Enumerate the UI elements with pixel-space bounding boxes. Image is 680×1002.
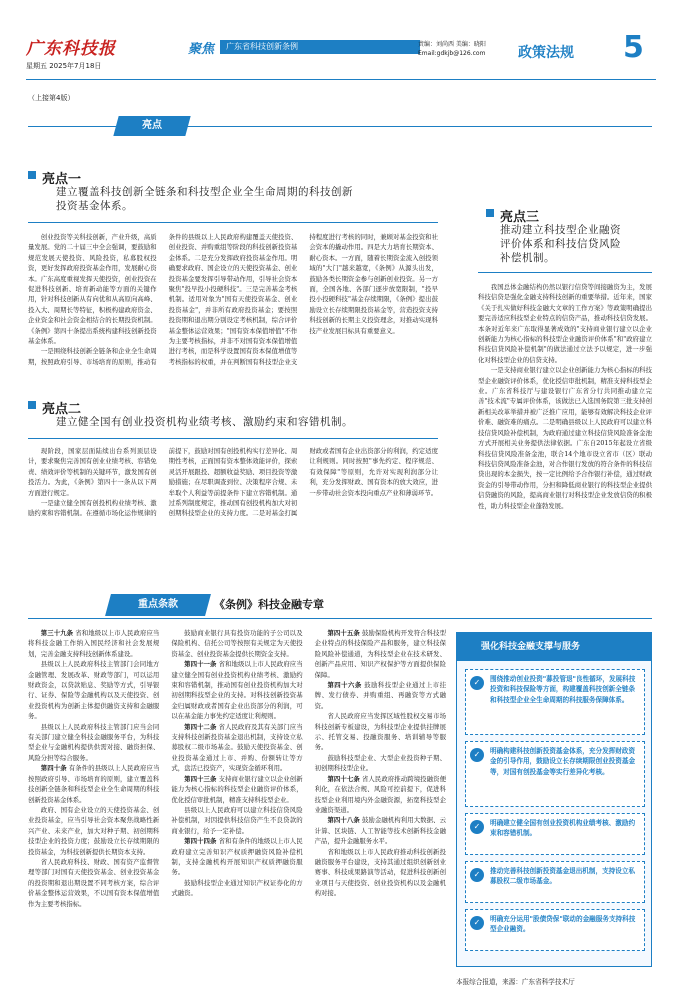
highlight-2-heading [28,398,428,434]
square-icon [486,209,494,217]
check-icon: ✓ [470,916,484,930]
highlight-1-subtitle-2: 投资基金体系。 [56,200,133,212]
article-paragraph [171,659,302,721]
article-text: 鼓励科技型企业通过上市挂牌、发行债券、并购重组、再融资等方式融资。 [314,681,446,710]
highlight-3-subtitle-3: 补偿机制。 [500,252,555,264]
article-text: 县级以上人民政府科技主管部门会同地方金融管理、发展改革、财政等部门，可以运用财政资金，以贷款贴息、奖励等方式，引导银行、证券、保险等金融机构以及天使投资、创业投资机构为创新主体提供融资支持和金融服务。 [28,660,160,721]
highlight-badge-row [28,108,652,144]
highlight-2-body [28,446,438,582]
check-icon: ✓ [470,820,484,834]
panel-item [465,813,645,855]
article-text: 省人民政府及其有关部门应当支持科技创新投资基金退出机制，支持设立私募股权二级市场基金。鼓励天使投资基金、创业投资基金通过上市、并购、份额转让等方式，盘活已投资产，实现资金循环利用。 [171,722,303,773]
highlight-3-subtitle-2: 评价体系和科技信贷风险 [500,238,621,250]
highlight-3-name: 亮点三 [500,210,540,225]
paragraph: 创业投资等关科技创新，产业升级，高质量发展。党的二十届三中全会强调，要鼓励和规范发展天使投资、风险投资，私募股权投资，更好发挥政府投资基金作用，发展耐心资本。广东高度重视发挥天使投资，创业投资在促进科技创新、培育新动能等方面的关键作用，针对科技创新从有向优和从高原向高峰、投入大、周期长等特征，积极构建政府资金、企业资金和社会资金相结合的长期投资机制。《条例》第四十条提出系统构建科技创新投资基金体系。 [28,233,157,346]
paragraph: 我国总体金融结构仍然以银行信贷等间接融资为主，发展科技信贷是强化金融支持科技创新的重要举措。近年来，国家《关于扎实做好科技金融大文章的工作方案》等政策明确提出要完善适应科技型企业特点的信贷产品，推动科技信贷发展。本条对近年来广东取得显著成效的"支持商业银行建立以企业创新能力为核心指标的科技型企业融资评价体系"和"政府建立科技信贷风险补偿机制"的做法通过立法予以规定，进一步强化对科技型企业的信贷支持。 [478,283,652,364]
article-number: 第四十六条 [327,681,362,690]
article-paragraph [28,722,159,764]
key-provisions-header [28,592,652,622]
key-provisions-title: 《条例》科技金融专章 [214,598,324,611]
article-paragraph [315,753,446,774]
section-title: 政策法规 [518,45,574,61]
article-paragraph [28,857,159,909]
highlight-3-subtitle-1: 推动建立科技型企业融资 [500,224,621,236]
article-number: 第三十九条 [40,629,74,637]
article-number: 第四十七条 [327,774,360,783]
check-icon: ✓ [470,676,484,690]
article-paragraph [171,774,302,805]
highlight-2-name: 亮点二 [42,402,82,417]
square-icon [28,171,36,179]
highlight-1-name: 亮点一 [42,172,82,187]
panel-item [465,669,645,735]
band-logo: 聚焦 [188,42,215,57]
article-text: 省和有条件的地级以上市人民政府建立完善知识产权质押融资风险补偿机制，支持金融机构开展知识产权质押融资服务。 [171,837,303,877]
highlight-1-heading [28,168,428,218]
highlight-1-rule [28,222,438,223]
article-paragraph [28,628,159,659]
panel-title: 强化科技金融支撑与服务 [457,633,651,661]
article-paragraph [171,628,302,659]
article-text: 省和地级以上市人民政府推动科技创新投融资服务平台建设，支持其通过组织创新创业赛事、科技成果路演等活动，促进科技创新创业项目与天使投资、创业投资机构以及金融机构对接。 [314,847,446,898]
article-text: 鼓励保险机构开发符合科技型企业特点的科技保险产品和服务，建立科技保险风险补偿通道，为科技型企业在技术研发、创新产品应用、知识产权保护等方面提供保险保障。 [314,629,446,679]
panel-item-text: 明确构建科技创新投资基金体系，充分发挥财政资金的引导作用，鼓励设立长存续期限创业投资基金等，对国有创投基金等实行差异化考核。 [490,747,636,776]
article-text: 鼓励科技型企业通过知识产权证券化的方式融资。 [171,878,303,898]
article-paragraph [28,763,159,805]
article-number: 第四十一条 [184,660,217,669]
article-paragraph [28,805,159,857]
key-provisions-badge: 重点条款 [105,594,211,616]
article-paragraph [315,711,446,753]
highlight-3-rule [478,272,652,273]
paragraph: 现阶段，国家层面陆续出台系列顶层设计，要求聚焦完善国有创业业绩考核、容错免责、绩效评价等机制的关键环节，激发国有创投活力。为此，《条例》第四十一条从以下两方面进行规定。 [28,447,157,497]
article-text: 有条件的县级以上人民政府应当按照政府引导、市场培育的原则，建立覆盖科技创新全链条和科技型企业全生命周期的科技创新投资基金体系。 [28,764,160,804]
highlight-badge: 亮点 [113,116,190,136]
key-provisions-rule [28,618,652,619]
highlight-2-rule [28,438,438,439]
article-paragraph [171,722,302,774]
header-rule [26,79,656,80]
panel-item [465,909,645,951]
check-icon: ✓ [470,748,484,762]
article-text: 县级以上人民政府科技主管部门应当会同有关部门建立健全科技金融服务平台，为科技型企业与金融机构提供供需对接、融资担保、风险分担等综合服务。 [28,722,160,762]
panel-item-text: 明确充分运用"股债贷保"联动的金融服务支持科技型企业融资。 [490,915,636,934]
article-paragraph [315,774,446,816]
editor-info [418,40,486,58]
page-number: 5 [623,30,644,65]
paragraph: 一是建立健全国有创投机构业绩考核、激励约束和容错机制。在遵循市场化运作规律的前提下，鼓励对国有创投机构实行差异化、周期性考核，正面国有资本整体效能评价，探索灵活开展跟投、超额收益奖励、项目投资等激励措施；在尽职调查到位、决策程序合规、未牟取个人利益等前提条件下建立容错机制。通过系列制度规定，推动国有创投机构加大对初创期科技型企业的支持力度。二是对基金打属财政或者国有企业出资部分的利润，约定适度让利规则。同时按照"事先约定、程序规范、有效保障"等原则，允许对实现利润部分让利，充分发挥财政、国有资本的放大效应，进一步带动社会资本投向重点产业和薄弱环节。 [28,447,438,518]
article-number: 第四十八条 [327,816,360,825]
panel-item-text: 围绕推动创业投资"募投管退"良性循环，发展科技投资和科技保险等方面，构建覆盖科技创新全链条和科技型企业全生命周期的科技服务保障体系。 [490,675,636,704]
article-text: 政府、国有企业设立的天使投资基金、创业投资基金，应当引导社会资本聚焦战略性新兴产业、未来产业，加大对种子期、初创期科技型企业的投资力度；鼓励设立长存续期限的投资基金，为科技创新提供长期资本支持。 [28,805,160,856]
band-title: 广东省科技创新条例 [220,40,420,54]
article-text: 省人民政府推动跨境投融资便利化，在依法合规、风险可控前提下，促进科技型企业利用境内外金融资源，拓宽科技型企业融资渠道。 [314,774,446,814]
article-paragraph [28,659,159,721]
square-icon [28,401,36,409]
article-number: 第四十五条 [327,629,360,637]
panel-item-text: 明确建立健全国有创业投资机构业绩考核、激励约束和容错机制。 [490,819,636,838]
key-provisions-body [28,628,446,990]
masthead [26,30,656,78]
panel-item [465,861,645,903]
highlight-1-subtitle: 建立覆盖科技创新全链条和科技型企业全生命周期的科技创新 [56,186,353,198]
article-number: 第四十四条 [184,837,217,846]
article-paragraph [171,878,302,899]
dateline: 星期五 2025年7月18日 [26,62,102,70]
editor-names: 责编：刘尚西 美编：晓阳 [418,41,486,48]
article-text: 省和地级以上市人民政府应当建立健全国有创业投资机构业绩考核、激励约束和容错机制，推动国有创业投资机构加大对初创期科技型企业的支持。对科技创新投资基金归属财政或者国有企业出资部分的利润，可以在基金能力事先约定适度让利规则。 [171,660,303,721]
header-band [188,38,428,56]
panel-item [465,741,645,807]
support-panel [456,632,652,967]
article-paragraph [171,805,302,836]
source-note: 本报综合报道，来源：广东省科学技术厅 [456,978,575,986]
article-text: 省人民政府科技、财政、国有资产监督管理等部门对国有天使投资基金、创业投资基金的投资期和退出期设置不同考核方案，综合评价基金整体运营效果，不以国有资本保值增值作为主要考核指标。 [28,857,160,908]
article-paragraph [315,628,446,680]
article-paragraph [315,815,446,846]
article-paragraph [315,680,446,711]
paragraph: 一是围绕科技创新全链条和企业全生命周期，按照政府引导、市场培育的原则，推动有条件的县级以上人民政府构建覆盖天使投资、创业投资、并购重组等阶段的科技创新投资基金体系。二是充分发挥政府投资基金作用。明确要求政府、国企设立的天使投资基金、创业投资基金要发挥引导带动作用，引导社会资本聚焦"投早投小投硬科技"。三是完善基金考核机制。适用对象为"国有天使投资基金、创业投资基金"，并非所有政府投资基金；要按照投资期和退出期分别设定考核机制，综合评价基金整体运营效果；"国有资本保值增值"不作为主要考核指标，并非不对国有资本保值增值进行考核，而是科学设置国有资本保值增值等考核指标的权重，并在判断国有科技型企业支持程度进行考核的同时，兼顾对基金投资和社会资本的撬动作用。四是大力培育长期资本、耐心资本。一方面，随着长期资金流入创投领域的"大门"越来越宽，《条例》从源头出发，鼓励各类长期资金参与创新创业投资。另一方面，全国各地、各部门逐步放宽限制，"投早投小投硬科技"基金存续期限，《条例》提出鼓励设立长存续期限投资基金等，营造投资支持科技创新的长期主义投资理念，对推动实现科技产业发展目标具有重要意义。 [28,233,438,366]
highlight-3-heading [486,206,656,266]
article-number: 第四十三条 [184,774,217,783]
masthead-logo: 广东科技报 [26,39,116,59]
article-text: 省和地级以上市人民政府应当将科技金融工作纳入国民经济和社会发展规划，完善金融支持科技创新体系建设。 [28,629,160,658]
article-paragraph [315,847,446,899]
check-icon: ✓ [470,868,484,882]
article-text: 支持商业银行建立以企业创新能力为核心指标的科技型企业融资评价体系，优化授信审批机制，精准支持科技型企业。 [171,774,303,804]
highlight-3-body [478,282,652,574]
article-number: 第四十二条 [184,722,217,731]
article-text: 县级以上人民政府可以建立科技信贷风险补偿机制，对因提供科技信贷产生不良贷款的商业银行，给予一定补偿。 [171,805,303,835]
paragraph: 一是支持商业银行建立以企业创新能力为核心指标的科技型企业融资评价体系，优化授信审批机制，精准支持科技型企业。广东省科技厅与建设银行广东省分行共同推动建立完善"技术流"专属评价体系，该做法已入选国务院第三批支持创新相关改革举措并被广泛推广应用，能够有效解决科技企业评价难、融资难的痛点。二是明确县级以上人民政府可以建立科技信贷风险补偿机制，为政府通过建立科技信贷风险准备金池方式开展相关业务提供法律依据。广东自2015年起设立省级科技信贷风险准备金池，联合14个地市设立省市（区）联动科技信贷风险准备金池，对合作银行发放的符合条件的科技信贷出现的本金损失，按一定比例给予合作银行补偿，通过财政资金的引导带动作用，分担和降低商业银行的科技型企业提供信贷融资的风险，提高商业银行对科技型企业发放信贷的积极性，助力科技型企业蓬勃发展。 [478,366,652,510]
article-text: 鼓励金融机构利用大数据、云计算、区块链、人工智能等技术创新科技金融产品，提升金融服务水平。 [314,816,446,846]
article-number: 第四十条 [40,764,67,773]
highlight-2-subtitle: 建立健全国有创业投资机构业绩考核、激励约束和容错机制。 [56,416,353,428]
article-text: 省人民政府应当发挥区域性股权交易市场科技创新专板建设，为科技型企业提供挂牌展示、托管交易、投融资服务、培训辅导等服务。 [314,712,446,752]
article-text: 鼓励科技型企业、大型企业投资种子期、初创期科技型企业。 [314,753,446,773]
editor-email: Email:gdkjb@126.com [418,50,486,57]
panel-item-text: 推动完善科技创新投资基金退出机制，支持设立私募股权二级市场基金。 [490,867,636,886]
article-text: 鼓励商业银行具有投资功能的子公司以及保险机构、信托公司等按照有关规定为天使投资基金、创业投资基金提供长期资金支持。 [171,629,303,658]
article-paragraph [171,836,302,878]
continued-note: （上接第4版） [28,94,75,102]
